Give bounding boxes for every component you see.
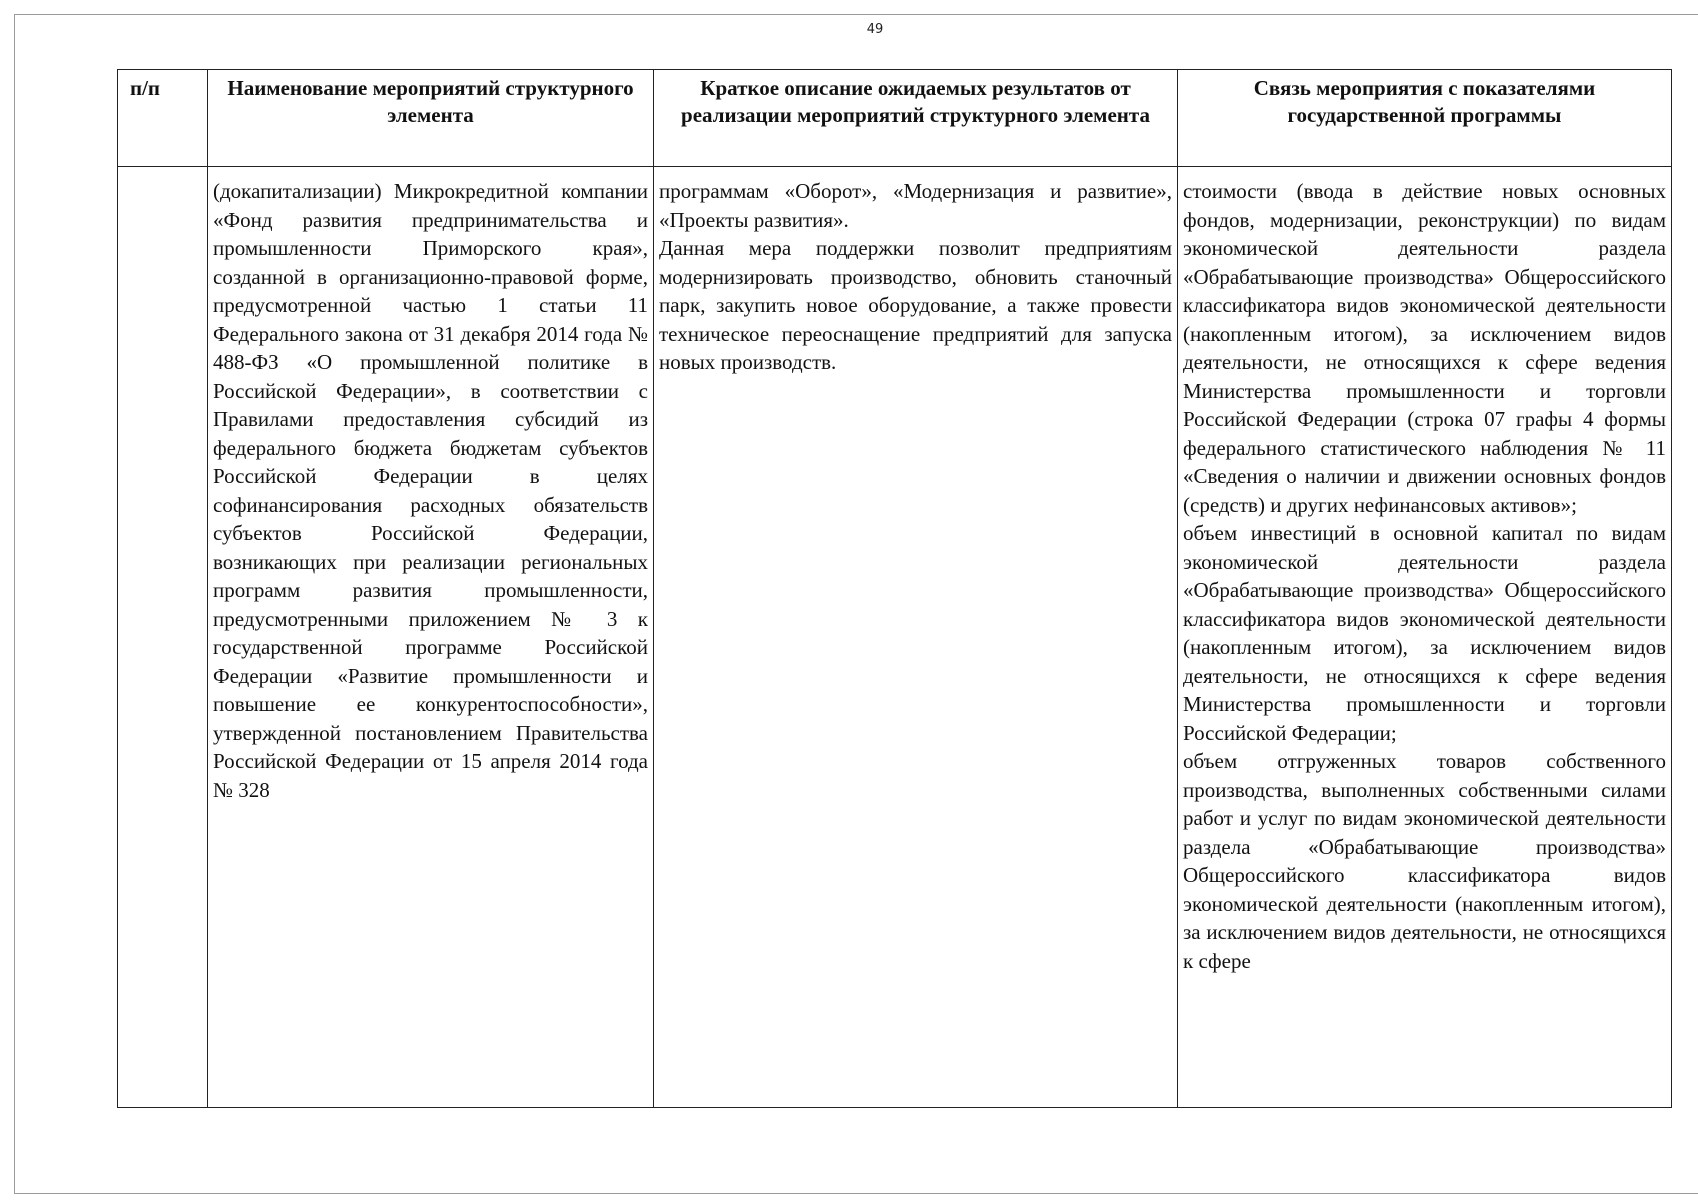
header-link: Связь мероприятия с показателями государственной программы [1178, 70, 1672, 167]
table-row [118, 167, 1672, 1108]
description-paragraph: Данная мера поддержки позволит предприятиям модернизировать производство, обновить станочный парк, закупить новое оборудование, а также провести техническое переоснащение предприятий для запуска новых производств. [659, 236, 1172, 374]
header-description: Краткое описание ожидаемых результатов от реализации мероприятий структурного элемента [654, 70, 1178, 167]
scan-frame-left [14, 14, 15, 1194]
indicator-paragraph: стоимости (ввода в действие новых основных фондов, модернизации, реконструкции) по видам экономической деятельности раздела «Обрабатывающие производства» Общероссийского классификатора видов экономической деятельности (накопленным итогом), за исключением видов деятельности, не относящихся к сфере ведения Министерства промышленности и торговли Российской Федерации (строка 07 графы 4 формы федерального статистического наблюдения № 11 «Сведения о наличии и движении основных фондов (средств) и других нефинансовых активов»; [1183, 179, 1666, 517]
table-header-row [118, 70, 1672, 167]
measures-table [117, 69, 1672, 1108]
header-name: Наименование мероприятий структурного элемента [208, 70, 654, 167]
cell-link [1178, 167, 1672, 1108]
measure-name-text: (докапитализации) Микрокредитной компании «Фонд развития предпринимательства и промышленности Приморского края», созданной в организационно-правовой форме, предусмотренной частью 1 статьи 11 Федерального закона от 31 декабря 2014 года № 488-ФЗ «О промышленной политике в Российской Федерации», в соответствии с Правилами предоставления субсидий из федерального бюджета бюджетам субъектов Российской Федерации в целях софинансирования расходных обязательств субъектов Российской Федерации, возникающих при реализации региональных программ развития промышленности, предусмотренными приложением № 3 к государственной программе Российской Федерации «Развитие промышленности и повышение ее конкурентоспособности», утвержденной постановлением Правительства Российской Федерации от 15 апреля 2014 года № 328 [213, 179, 648, 802]
cell-name [208, 167, 654, 1108]
scan-frame-top [14, 14, 1698, 15]
cell-description [654, 167, 1178, 1108]
indicator-paragraph: объем инвестиций в основной капитал по видам экономической деятельности раздела «Обрабатывающие производства» Общероссийского классификатора видов экономической деятельности (накопленным итогом), за исключением видов деятельности, не относящихся к сфере ведения Министерства промышленности и торговли Российской Федерации; [1183, 521, 1666, 745]
cell-num [118, 167, 208, 1108]
indicator-paragraph: объем отгруженных товаров собственного производства, выполненных собственными силами работ и услуг по видам экономической деятельности раздела «Обрабатывающие производства» Общероссийского классификатора видов экономической деятельности (накопленным итогом), за исключением видов деятельности, не относящихся к сфере [1183, 749, 1666, 973]
page-number: 49 [866, 22, 884, 37]
scan-frame-bottom [14, 1193, 1698, 1194]
header-num: п/п [118, 70, 208, 167]
description-paragraph: программам «Оборот», «Модернизация и развитие», «Проекты развития». [659, 179, 1172, 232]
